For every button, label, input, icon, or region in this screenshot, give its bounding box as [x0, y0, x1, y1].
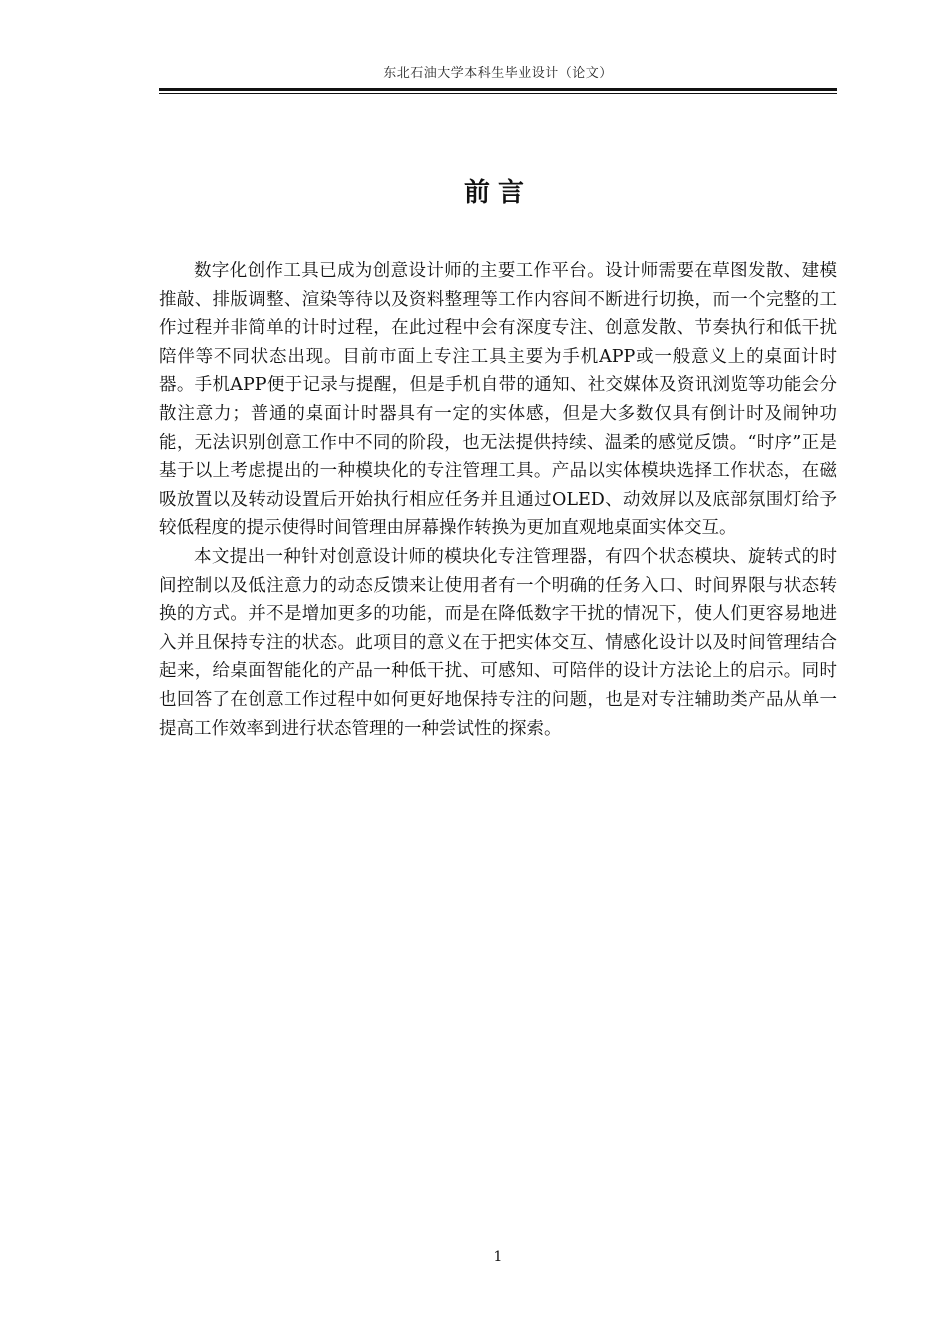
header-rule-thick — [159, 88, 837, 91]
paragraph-1: 数字化创作工具已成为创意设计师的主要工作平台。设计师需要在草图发散、建模推敲、排版调整、渲染等待以及资料整理等工作内容间不断进行切换，而一个完整的工作过程并非简单的计时过程，在此过程中会有深度专注、创意发散、节奏执行和低干扰陪伴等不同状态出现。目前市面上专注工具主要为手机APP或一般意义上的桌面计时器。手机APP便于记录与提醒，但是手机自带的通知、社交媒体及资讯浏览等功能会分散注意力；普通的桌面计时器具有一定的实体感，但是大多数仅具有倒计时及闹钟功能，无法识别创意工作中不同的阶段，也无法提供持续、温柔的感觉反馈。“时序”正是基于以上考虑提出的一种模块化的专注管理工具。产品以实体模块选择工作状态，在磁吸放置以及转动设置后开始执行相应任务并且通过OLED、动效屏以及底部氛围灯给予较低程度的提示使得时间管理由屏幕操作转换为更加直观地桌面实体交互。 — [159, 261, 837, 539]
running-header: 东北石油大学本科生毕业设计（论文） — [383, 66, 613, 81]
paragraph-2: 本文提出一种针对创意设计师的模块化专注管理器，有四个状态模块、旋转式的时间控制以及低注意力的动态反馈来让使用者有一个明确的任务入口、时间界限与状态转换的方式。并不是增加更多的功能，而是在降低数字干扰的情况下，使人们更容易地进入并且保持专注的状态。此项目的意义在于把实体交互、情感化设计以及时间管理结合起来，给桌面智能化的产品一种低干扰、可感知、可陪伴的设计方法论上的启示。同时也回答了在创意工作过程中如何更好地保持专注的问题，也是对专注辅助类产品从单一提高工作效率到进行状态管理的一种尝试性的探索。 — [159, 546, 837, 739]
page-number: 1 — [493, 1249, 503, 1265]
section-title: 前言 — [463, 178, 532, 208]
header-rule-thin — [159, 93, 837, 94]
body-text — [159, 257, 837, 743]
